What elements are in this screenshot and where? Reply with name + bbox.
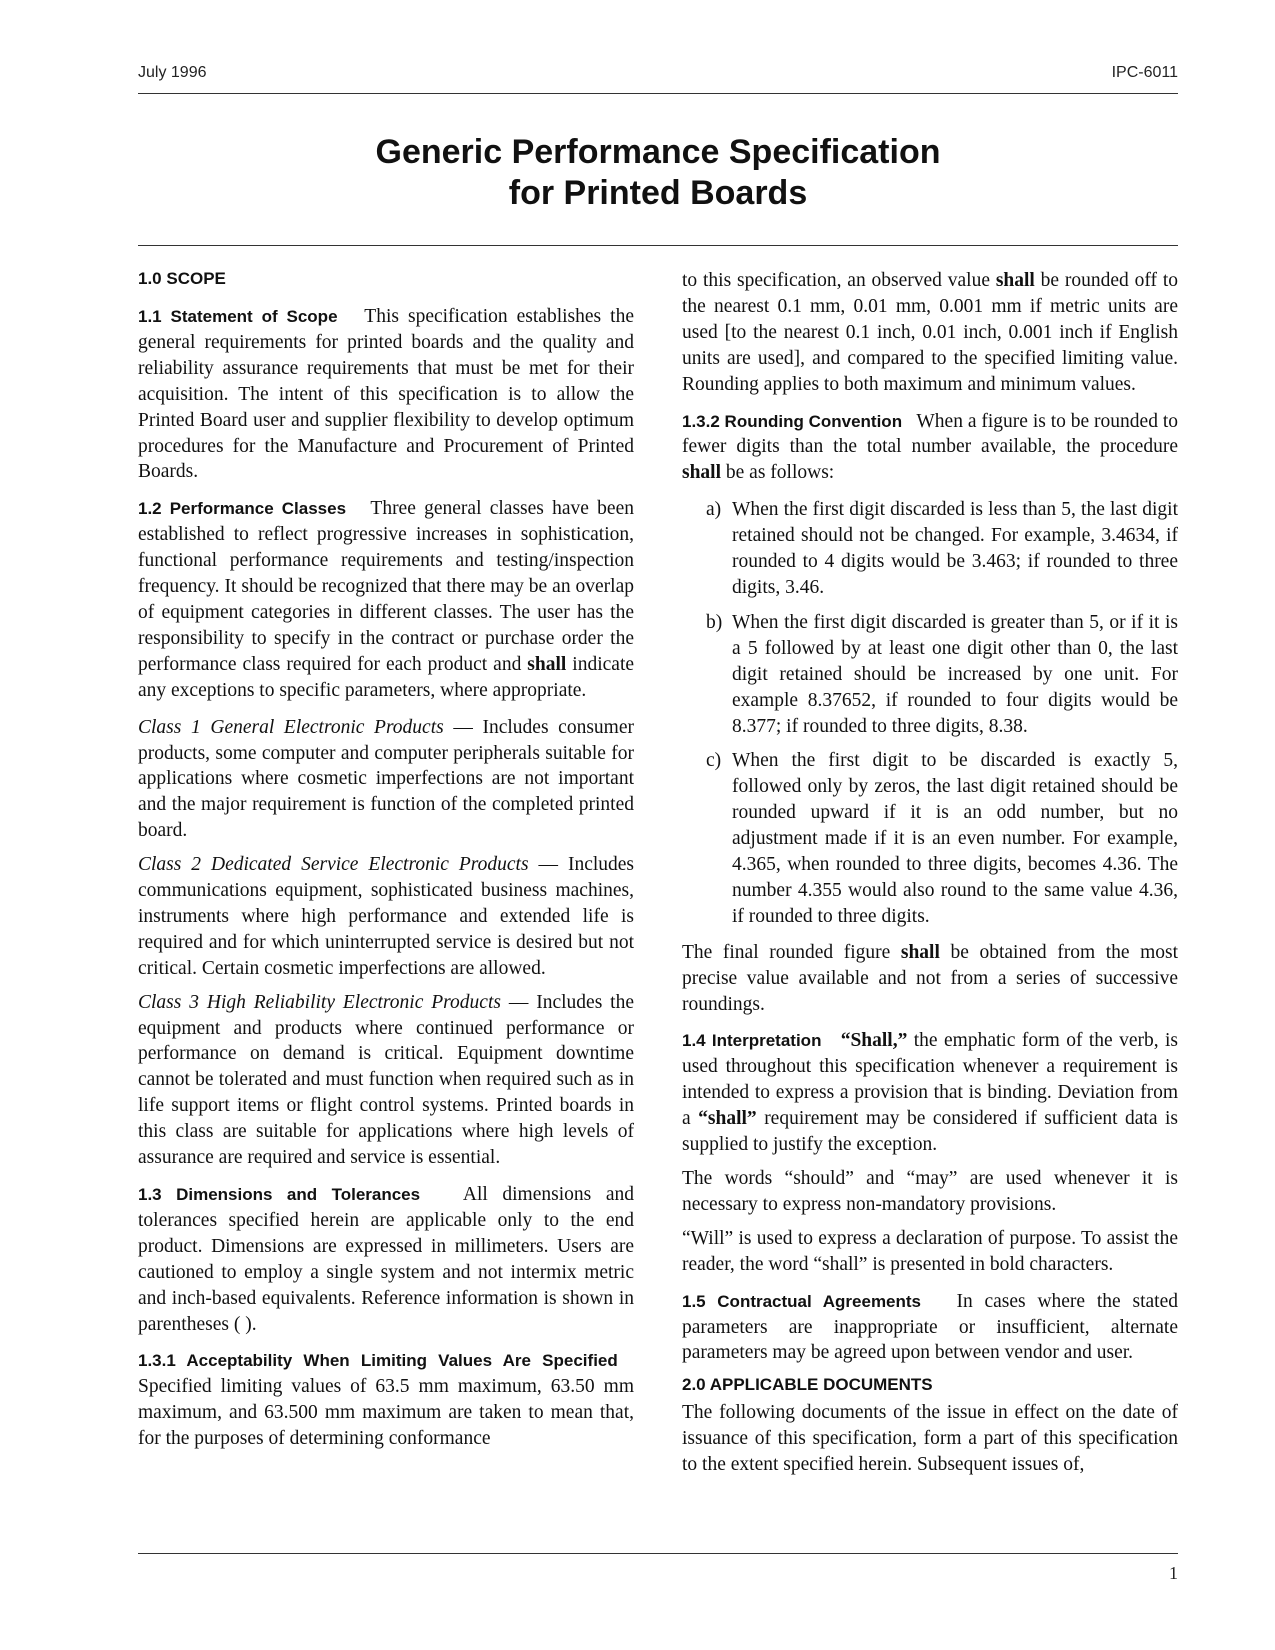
paragraph-class-1 (138, 715, 634, 845)
class-2-name: Class 2 Dedicated Service Electronic Products (138, 854, 529, 876)
paragraph-text: — Includes consumer products, some computer and computer peripherals suitable for applications where cosmetic imperfections are not important and the major requirement is function of the completed printed board. (138, 716, 634, 842)
section-heading-applicable-documents: 2.0 APPLICABLE DOCUMENTS (682, 1375, 933, 1395)
section-heading-scope: 1.0 SCOPE (138, 269, 226, 288)
list-item (682, 497, 1178, 601)
class-3-name: Class 3 High Reliability Electronic Products (138, 991, 501, 1013)
paragraph-rounding-convention (682, 409, 1178, 487)
document-title (138, 132, 1178, 214)
header-doc-id: IPC-6011 (1111, 64, 1178, 81)
shall-emphasis: shall (682, 462, 722, 484)
header-rule (138, 93, 1178, 94)
paragraph-text: — Includes the equipment and products where continued performance or performance on demand is critical. Equipment downtime cannot be tolerated and must function when required such as in life support items or flight control systems. Printed boards in this class are suitable for applications where high levels of assurance are required and service is essential. (138, 991, 634, 1169)
section-heading-1-5: 1.5 Contractual Agreements (682, 1291, 922, 1311)
paragraph-text: the emphatic form of the verb, is used throughout this specification whenever a requirement is intended to express a provision that is binding. Deviation from a (682, 1030, 1179, 1130)
paragraph-text: In cases where the stated parameters are inappropriate or insufficient, alternate parameters may be agreed upon between vendor and user. (682, 1290, 1178, 1364)
footer-rule (138, 1553, 1178, 1554)
section-heading-1-1: 1.1 Statement of Scope (138, 307, 338, 326)
shall-emphasis: shall (995, 270, 1035, 291)
paragraph-text: be as follows: (725, 462, 835, 484)
paragraph-class-2 (138, 852, 634, 982)
shall-emphasis: “Shall,” (840, 1030, 908, 1052)
paragraph-dimensions-tolerances (138, 1182, 634, 1337)
section-heading-1-2: 1.2 Performance Classes (138, 499, 347, 519)
section-heading-1-4: 1.4 Interpretation (682, 1031, 822, 1051)
title-line-2: for Printed Boards (508, 174, 808, 212)
shall-emphasis: shall (527, 653, 567, 675)
shall-emphasis: “shall” (698, 1108, 757, 1130)
paragraph-class-3 (138, 990, 634, 1171)
title-rule (138, 245, 1178, 246)
paragraph-interpretation (682, 1028, 1178, 1158)
paragraph-text: requirement may be considered if sufficient data is supplied to justify the exception. (682, 1108, 1178, 1156)
paragraph-contractual-agreements (682, 1289, 1178, 1367)
right-column (682, 268, 1178, 1489)
section-heading-1-3-1: 1.3.1 Acceptability When Limiting Values Are Specified (138, 1351, 618, 1371)
paragraph-text: The final rounded figure (682, 941, 891, 963)
class-1-name: Class 1 General Electronic Products (138, 716, 444, 738)
paragraph-text: — Includes communications equipment, sophisticated business machines, instruments where high performance and extended life is required and for which uninterrupted service is desired but not critical. Certain cosmetic imperfections are allowed. (138, 854, 635, 979)
shall-emphasis: shall (900, 941, 940, 963)
paragraph-will: “Will” is used to express a declaration of purpose. To assist the reader, the word “shall” is presented in bold characters. (682, 1227, 1178, 1275)
list-item-text: When the first digit discarded is greater than 5, or if it is a 5 followed by at least one digit other than 0, the last digit retained should be increased by one unit. For example 8.37652, if rounded to four digits would be 8.377; if rounded to three digits, 8.38. (732, 611, 1178, 737)
list-item (682, 748, 1178, 929)
paragraph-text: be obtained from the most precise value available and not from a series of successive roundings. (682, 941, 1179, 1015)
paragraph-acceptability-continued (682, 268, 1178, 398)
list-item (682, 610, 1178, 740)
paragraph-performance-classes (138, 496, 634, 703)
list-item-text: When the first digit discarded is less than 5, the last digit retained should not be changed. For example, 3.4634, if rounded to 4 digits would be 3.463; if rounded to three digits, 3.46. (732, 499, 1178, 598)
paragraph-text: When a figure is to be rounded to fewer digits than the total number available, the procedure (682, 410, 1179, 458)
section-heading-1-3: 1.3 Dimensions and Tolerances (138, 1185, 421, 1204)
rounding-rules-list (682, 497, 1178, 930)
paragraph-text: Specified limiting values of 63.5 mm maximum, 63.50 mm maximum, and 63.500 mm maximum are taken to mean that, for the purposes of determining conformance (138, 1376, 634, 1450)
paragraph-text: indicate any exceptions to specific parameters, where appropriate. (138, 653, 635, 701)
paragraph-text: This specification establishes the general requirements for printed boards and the quality and reliability assurance requirements that must be met for their acquisition. The intent of this specification is to allow the Printed Board user and supplier flexibility to develop optimum procedures for the Manufacture and Procurement of Printed Boards. (138, 306, 634, 483)
paragraph-acceptability (138, 1348, 634, 1452)
left-column (138, 268, 634, 1463)
list-item-text: When the first digit to be discarded is exactly 5, followed only by zeros, the last digit retained should be rounded upward if it is an odd number, but no adjustment made if it is an even number. For example, 4.365, when rounded to three digits, becomes 4.36. The number 4.355 would also round to the same value 4.36, if rounded to three digits. (732, 750, 1178, 927)
paragraph-text: to this specification, an observed value (682, 270, 990, 291)
list-marker: c) (706, 750, 722, 772)
section-heading-1-3-2: 1.3.2 Rounding Convention (682, 411, 903, 431)
paragraph-text: Three general classes have been established to reflect progressive increases in sophistication, functional performance requirements and testing/inspection frequency. It should be recognized that there may be an overlap of equipment categories in different classes. The user has the responsibility to specify in the contract or purchase order the performance class required for each product and (138, 498, 634, 675)
header-date: July 1996 (138, 64, 207, 81)
paragraph-should-may: The words “should” and “may” are used whenever it is necessary to express non-mandatory provisions. (682, 1168, 1178, 1215)
list-marker: a) (706, 499, 722, 521)
paragraph-final-rounded (682, 940, 1178, 1018)
paragraph-applicable-documents: The following documents of the issue in effect on the date of issuance of this specification, form a part of this specification to the extent specified herein. Subsequent issues of, (682, 1402, 1178, 1476)
list-marker: b) (706, 611, 723, 633)
paragraph-statement-of-scope (138, 304, 634, 485)
title-line-1: Generic Performance Specification (375, 133, 941, 171)
paragraph-text: All dimensions and tolerances specified herein are applicable only to the end product. Dimensions are expressed in millimeters. Users are cautioned to employ a single system and not intermix metric and inch-based equivalents. Reference information is shown in parentheses ( ). (138, 1184, 634, 1335)
paragraph-text: be rounded off to the nearest 0.1 mm, 0.01 mm, 0.001 mm if metric units are used [to the nearest 0.1 inch, 0.01 inch, 0.001 inch if English units are used], and compared to the specified limiting value. Rounding applies to both maximum and minimum values. (682, 270, 1178, 395)
page-number: 1 (1169, 1563, 1178, 1583)
